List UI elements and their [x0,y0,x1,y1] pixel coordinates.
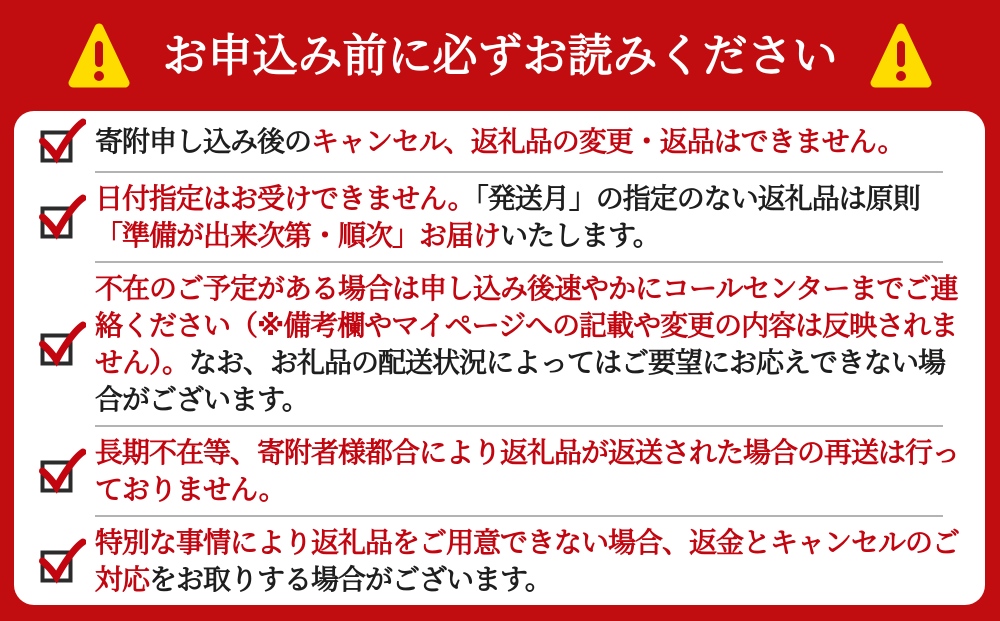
warning-triangle-icon [870,21,932,91]
notice-item [38,111,965,171]
warning-triangle-icon [68,21,130,91]
notice-text-segment: 特別な事情により返礼品をご用意できない場合、返金とキャンセルのご対応 [95,527,960,595]
checked-checkbox-icon [38,538,86,584]
notice-text [95,180,965,254]
notice-text [95,524,965,598]
notice-header [0,0,1000,111]
notice-text [95,434,965,508]
notice-text-segment: キャンセル、返礼品の変更・返品はできません。 [311,125,905,157]
checked-checkbox-icon [38,118,86,164]
notice-text-segment: 日付指定はお受けできません。 [95,183,475,214]
notice-item [38,517,965,605]
notice-item [38,427,965,515]
notice-text-segment: 長期不在等、寄附者様都合により返礼品が返送された場合の再送は行っておりません。 [95,437,960,505]
notice-text-segment: 「発送月」の指定のない返礼品は原則 [474,183,920,214]
notice-item [38,173,965,261]
notice-text-segment: 不在のご予定がある場合は申し込み後速やかにコールセンターまでご連絡ください（※備考欄やマイページへの記載や変更の内容は反映されません）。 [95,273,958,378]
notice-text-segment: いたします。 [500,220,660,251]
notice-text [95,270,965,418]
notice-text [95,123,904,160]
notice-text-segment: をお取りする場合がございます。 [149,564,552,595]
notice-panel [14,111,985,605]
checked-checkbox-icon [38,448,86,494]
page-title: お申込み前に必ずお読みください [162,30,838,81]
notice-text-segment: 寄附申し込み後の [95,125,312,157]
notice-text-segment: なお、お礼品の配送状況によってはご要望にお応えできない場合がございます。 [95,347,946,415]
checked-checkbox-icon [38,194,86,240]
notice-text-segment: 「準備が出来次第・順次」お届け [95,220,501,251]
checked-checkbox-icon [38,321,86,367]
notice-item [38,263,965,425]
